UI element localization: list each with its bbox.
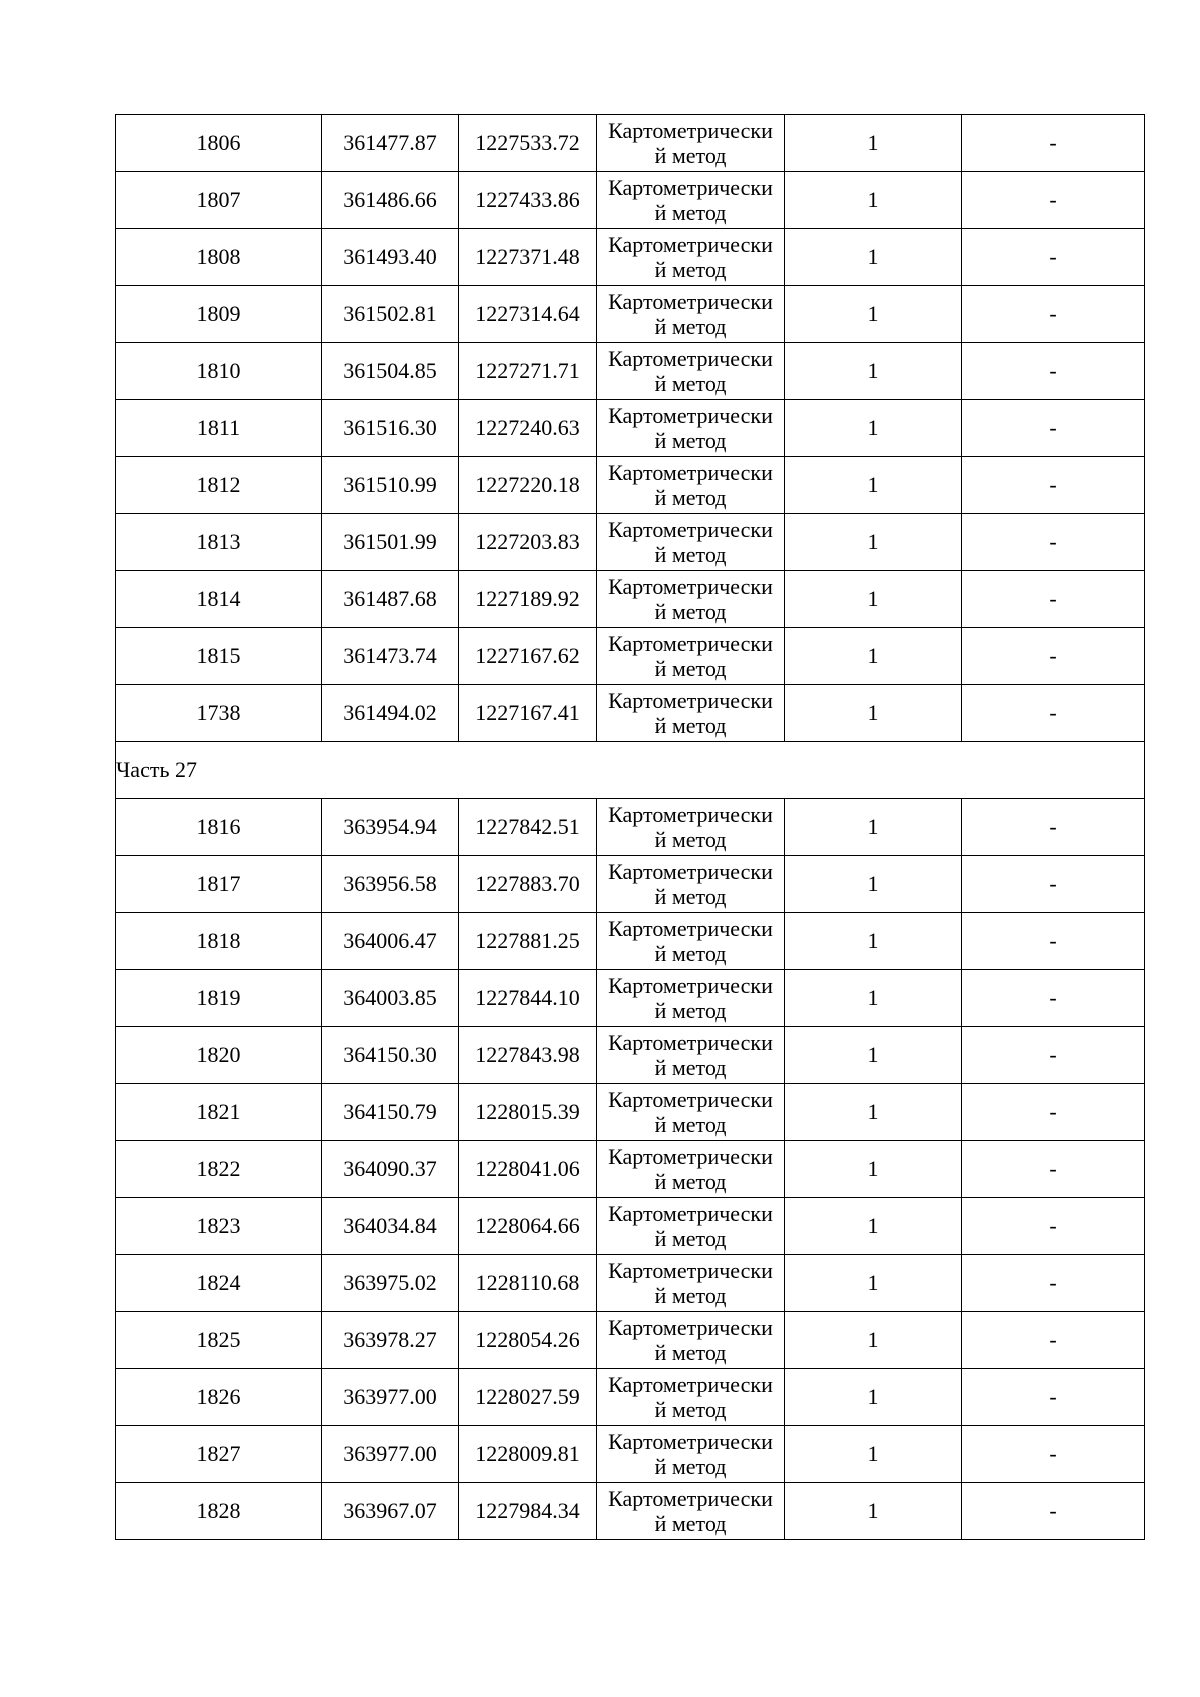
x-coordinate-cell: 363954.94 [322,799,459,856]
y-coordinate-cell: 1227984.34 [459,1483,597,1540]
method-cell [597,343,785,400]
method-cell [597,685,785,742]
y-coordinate-cell: 1227842.51 [459,799,597,856]
accuracy-cell: 1 [785,400,962,457]
method-text: Картометрический метод [608,916,773,966]
table-row [116,1027,1145,1084]
method-cell [597,1084,785,1141]
accuracy-cell: 1 [785,1141,962,1198]
point-number-cell: 1825 [116,1312,322,1369]
method-cell [597,1027,785,1084]
method-text: Картометрический метод [608,232,773,282]
point-number-cell: 1810 [116,343,322,400]
table-row [116,1483,1145,1540]
table-row [116,1426,1145,1483]
method-text: Картометрический метод [608,631,773,681]
note-cell: - [962,1255,1145,1312]
accuracy-cell: 1 [785,286,962,343]
note-cell: - [962,1141,1145,1198]
method-cell [597,400,785,457]
point-number-cell: 1820 [116,1027,322,1084]
method-cell [597,1312,785,1369]
table-row [116,400,1145,457]
method-cell [597,628,785,685]
y-coordinate-cell: 1227843.98 [459,1027,597,1084]
accuracy-cell: 1 [785,628,962,685]
method-cell [597,1426,785,1483]
note-cell: - [962,1198,1145,1255]
table-row [116,115,1145,172]
note-cell: - [962,229,1145,286]
table-row [116,457,1145,514]
method-text: Картометрический метод [608,403,773,453]
y-coordinate-cell: 1227881.25 [459,913,597,970]
method-cell [597,229,785,286]
note-cell: - [962,913,1145,970]
accuracy-cell: 1 [785,1369,962,1426]
note-cell: - [962,1483,1145,1540]
y-coordinate-cell: 1227189.92 [459,571,597,628]
point-number-cell: 1809 [116,286,322,343]
method-cell [597,913,785,970]
point-number-cell: 1738 [116,685,322,742]
method-text: Картометрический метод [608,1486,773,1536]
note-cell: - [962,1084,1145,1141]
method-text: Картометрический метод [608,1087,773,1137]
note-cell: - [962,400,1145,457]
note-cell: - [962,457,1145,514]
point-number-cell: 1819 [116,970,322,1027]
method-text: Картометрический метод [608,1258,773,1308]
note-cell: - [962,343,1145,400]
point-number-cell: 1824 [116,1255,322,1312]
point-number-cell: 1807 [116,172,322,229]
table-row [116,1312,1145,1369]
x-coordinate-cell: 363977.00 [322,1426,459,1483]
method-text: Картометрический метод [608,1429,773,1479]
method-text: Картометрический метод [608,346,773,396]
method-text: Картометрический метод [608,1201,773,1251]
table-row [116,856,1145,913]
method-cell [597,856,785,913]
note-cell: - [962,286,1145,343]
method-text: Картометрический метод [608,1315,773,1365]
table-row [116,1084,1145,1141]
method-text: Картометрический метод [608,688,773,738]
table-row [116,571,1145,628]
y-coordinate-cell: 1227167.62 [459,628,597,685]
y-coordinate-cell: 1227167.41 [459,685,597,742]
note-cell: - [962,1426,1145,1483]
method-cell [597,286,785,343]
method-text: Картометрический метод [608,1030,773,1080]
y-coordinate-cell: 1227314.64 [459,286,597,343]
section-label: Часть 27 [116,742,1145,799]
x-coordinate-cell: 364090.37 [322,1141,459,1198]
accuracy-cell: 1 [785,343,962,400]
point-number-cell: 1817 [116,856,322,913]
note-cell: - [962,115,1145,172]
y-coordinate-cell: 1228054.26 [459,1312,597,1369]
point-number-cell: 1827 [116,1426,322,1483]
y-coordinate-cell: 1228064.66 [459,1198,597,1255]
point-number-cell: 1826 [116,1369,322,1426]
method-text: Картометрический метод [608,802,773,852]
table-row [116,913,1145,970]
method-text: Картометрический метод [608,460,773,510]
method-text: Картометрический метод [608,289,773,339]
x-coordinate-cell: 361477.87 [322,115,459,172]
note-cell: - [962,1369,1145,1426]
accuracy-cell: 1 [785,685,962,742]
method-text: Картометрический метод [608,517,773,567]
table-row [116,970,1145,1027]
method-text: Картометрический метод [608,973,773,1023]
table-row [116,172,1145,229]
method-text: Картометрический метод [608,1372,773,1422]
x-coordinate-cell: 361494.02 [322,685,459,742]
section-row [116,742,1145,799]
table-row [116,1255,1145,1312]
y-coordinate-cell: 1228041.06 [459,1141,597,1198]
x-coordinate-cell: 364006.47 [322,913,459,970]
x-coordinate-cell: 364003.85 [322,970,459,1027]
x-coordinate-cell: 361487.68 [322,571,459,628]
point-number-cell: 1811 [116,400,322,457]
x-coordinate-cell: 364150.79 [322,1084,459,1141]
accuracy-cell: 1 [785,1312,962,1369]
accuracy-cell: 1 [785,571,962,628]
x-coordinate-cell: 363978.27 [322,1312,459,1369]
accuracy-cell: 1 [785,514,962,571]
method-cell [597,1141,785,1198]
note-cell: - [962,685,1145,742]
y-coordinate-cell: 1227844.10 [459,970,597,1027]
y-coordinate-cell: 1228009.81 [459,1426,597,1483]
accuracy-cell: 1 [785,1426,962,1483]
y-coordinate-cell: 1227240.63 [459,400,597,457]
method-cell [597,514,785,571]
note-cell: - [962,856,1145,913]
accuracy-cell: 1 [785,799,962,856]
y-coordinate-cell: 1227203.83 [459,514,597,571]
accuracy-cell: 1 [785,1198,962,1255]
accuracy-cell: 1 [785,1027,962,1084]
method-cell [597,1198,785,1255]
x-coordinate-cell: 361473.74 [322,628,459,685]
accuracy-cell: 1 [785,115,962,172]
note-cell: - [962,799,1145,856]
point-number-cell: 1814 [116,571,322,628]
method-text: Картометрический метод [608,574,773,624]
x-coordinate-cell: 361501.99 [322,514,459,571]
x-coordinate-cell: 361504.85 [322,343,459,400]
y-coordinate-cell: 1228015.39 [459,1084,597,1141]
table-row [116,286,1145,343]
method-cell [597,172,785,229]
note-cell: - [962,1312,1145,1369]
point-number-cell: 1808 [116,229,322,286]
table-row [116,685,1145,742]
method-text: Картометрический метод [608,1144,773,1194]
y-coordinate-cell: 1227533.72 [459,115,597,172]
x-coordinate-cell: 361502.81 [322,286,459,343]
accuracy-cell: 1 [785,970,962,1027]
table-row [116,1369,1145,1426]
accuracy-cell: 1 [785,1255,962,1312]
table-row [116,628,1145,685]
point-number-cell: 1806 [116,115,322,172]
point-number-cell: 1828 [116,1483,322,1540]
y-coordinate-cell: 1227371.48 [459,229,597,286]
y-coordinate-cell: 1228027.59 [459,1369,597,1426]
accuracy-cell: 1 [785,457,962,514]
coordinates-table-body [116,115,1145,1540]
x-coordinate-cell: 361510.99 [322,457,459,514]
table-row [116,799,1145,856]
x-coordinate-cell: 364150.30 [322,1027,459,1084]
point-number-cell: 1823 [116,1198,322,1255]
x-coordinate-cell: 363967.07 [322,1483,459,1540]
note-cell: - [962,1027,1145,1084]
coordinates-table [115,114,1145,1540]
y-coordinate-cell: 1228110.68 [459,1255,597,1312]
method-cell [597,970,785,1027]
y-coordinate-cell: 1227220.18 [459,457,597,514]
table-row [116,1141,1145,1198]
x-coordinate-cell: 363975.02 [322,1255,459,1312]
accuracy-cell: 1 [785,1483,962,1540]
note-cell: - [962,172,1145,229]
x-coordinate-cell: 363977.00 [322,1369,459,1426]
note-cell: - [962,571,1145,628]
method-text: Картометрический метод [608,859,773,909]
table-row [116,1198,1145,1255]
note-cell: - [962,514,1145,571]
accuracy-cell: 1 [785,229,962,286]
y-coordinate-cell: 1227271.71 [459,343,597,400]
point-number-cell: 1813 [116,514,322,571]
table-row [116,343,1145,400]
x-coordinate-cell: 364034.84 [322,1198,459,1255]
accuracy-cell: 1 [785,856,962,913]
y-coordinate-cell: 1227883.70 [459,856,597,913]
x-coordinate-cell: 361486.66 [322,172,459,229]
method-cell [597,457,785,514]
point-number-cell: 1822 [116,1141,322,1198]
method-cell [597,1369,785,1426]
accuracy-cell: 1 [785,913,962,970]
table-row [116,229,1145,286]
accuracy-cell: 1 [785,1084,962,1141]
method-cell [597,1255,785,1312]
point-number-cell: 1821 [116,1084,322,1141]
method-cell [597,1483,785,1540]
table-row [116,514,1145,571]
y-coordinate-cell: 1227433.86 [459,172,597,229]
accuracy-cell: 1 [785,172,962,229]
note-cell: - [962,970,1145,1027]
method-text: Картометрический метод [608,175,773,225]
method-text: Картометрический метод [608,118,773,168]
x-coordinate-cell: 361516.30 [322,400,459,457]
note-cell: - [962,628,1145,685]
method-cell [597,571,785,628]
point-number-cell: 1816 [116,799,322,856]
point-number-cell: 1818 [116,913,322,970]
method-cell [597,115,785,172]
x-coordinate-cell: 363956.58 [322,856,459,913]
point-number-cell: 1812 [116,457,322,514]
method-cell [597,799,785,856]
x-coordinate-cell: 361493.40 [322,229,459,286]
point-number-cell: 1815 [116,628,322,685]
